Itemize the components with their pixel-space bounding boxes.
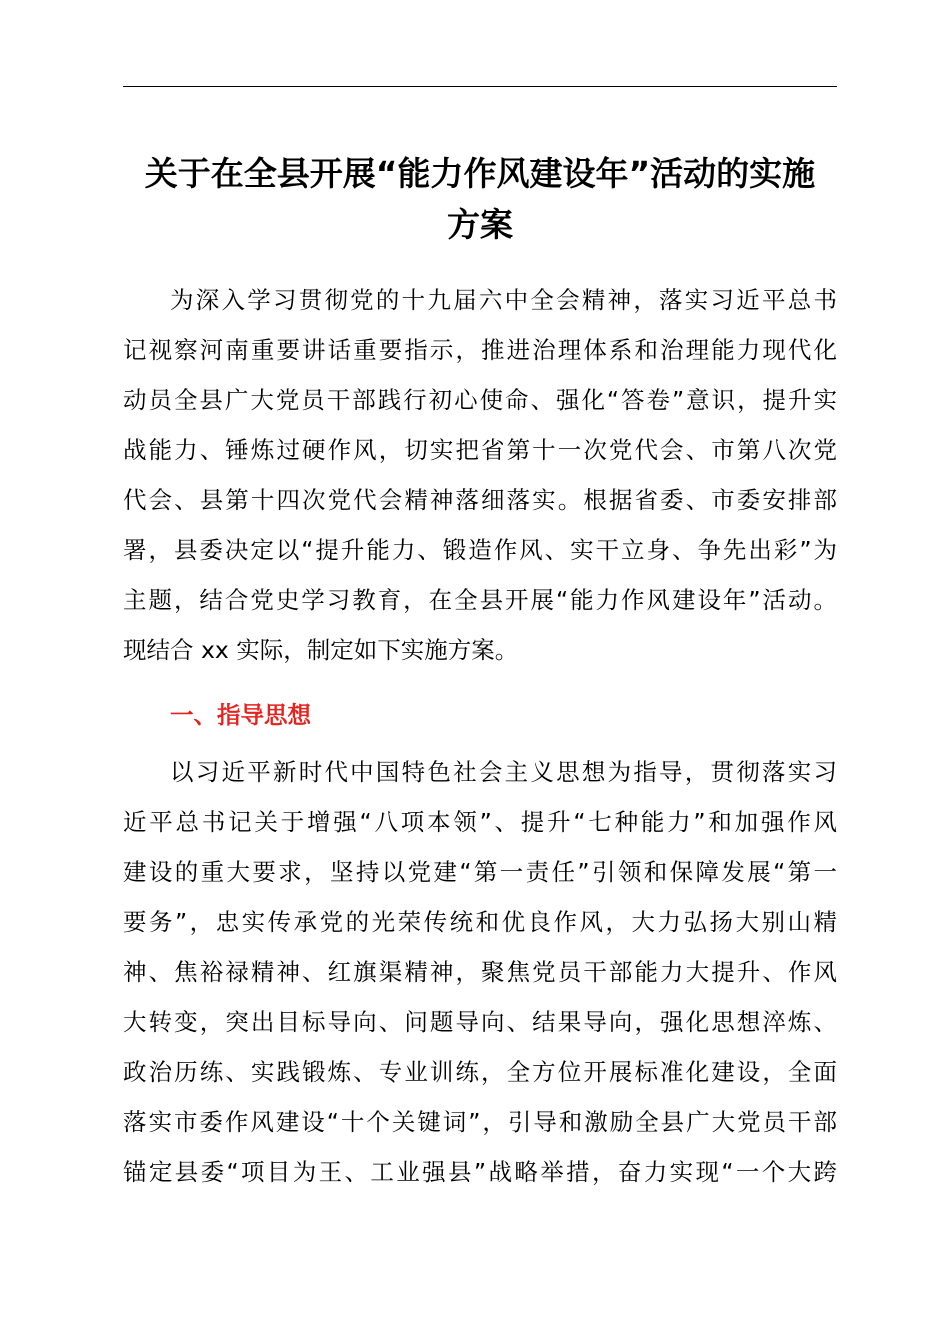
intro-paragraph: [123, 275, 837, 675]
paragraph-line: 主题，结合党史学习教育，在全县开展“能力作风建设年”活动。: [123, 586, 837, 614]
paragraph-line: 现结合 xx 实际，制定如下实施方案。: [123, 636, 519, 664]
paragraph-line: 神、焦裕禄精神、红旗渠精神，聚焦党员干部能力大提升、作风: [123, 958, 837, 986]
paragraph-line: 代会、县第十四次党代会精神落细落实。根据省委、市委安排部: [123, 486, 837, 514]
paragraph-line: 政治历练、实践锻炼、专业训练，全方位开展标准化建设，全面: [123, 1058, 837, 1086]
paragraph-line: 大转变，突出目标导向、问题导向、结果导向，强化思想淬炼、: [123, 1008, 837, 1036]
paragraph-line: 近平总书记关于增强“八项本领”、提升“七种能力”和加强作风: [123, 808, 837, 836]
paragraph-line: 要务”，忠实传承党的光荣传统和优良作风，大力弘扬大别山精: [123, 908, 837, 936]
title-line: 关于在全县开展“能力作风建设年”活动的实施: [144, 154, 816, 193]
paragraph-line: 动员全县广大党员干部践行初心使命、强化“答卷”意识，提升实: [123, 386, 837, 414]
paragraph-line: 为深入学习贯彻党的十九届六中全会精神，落实习近平总书: [170, 286, 837, 314]
paragraph-line: 锚定县委“项目为王、工业强县”战略举措，奋力实现“一个大跨: [123, 1158, 837, 1186]
paragraph-line: 建设的重大要求，坚持以党建“第一责任”引领和保障发展“第一: [123, 858, 837, 886]
paragraph-line: 署，县委决定以“提升能力、锻造作风、实干立身、争先出彩”为: [123, 536, 837, 564]
title-line: 方案: [447, 205, 513, 244]
paragraph-line: 落实市委作风建设“十个关键词”，引导和激励全县广大党员干部: [123, 1108, 837, 1136]
paragraph-line: 战能力、锤炼过硬作风，切实把省第十一次党代会、市第八次党: [123, 436, 837, 464]
header-rule: [123, 86, 837, 87]
section-heading-guiding-thought: 一、指导思想: [170, 701, 311, 729]
document-title: [118, 148, 842, 250]
paragraph-line: 记视察河南重要讲话重要指示，推进治理体系和治理能力现代化: [123, 336, 837, 364]
paragraph-line: 以习近平新时代中国特色社会主义思想为指导，贯彻落实习: [170, 758, 837, 786]
guiding-thought-paragraph: [123, 747, 837, 1197]
